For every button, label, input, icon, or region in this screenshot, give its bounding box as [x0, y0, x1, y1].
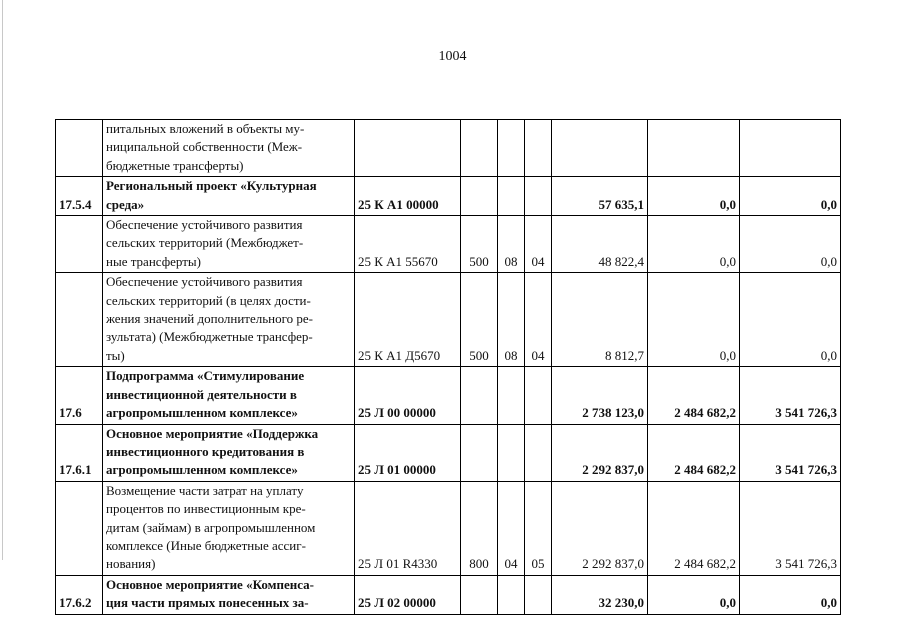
row-name-line: Подпрограмма «Стимулирование — [106, 368, 305, 384]
row-name-line: Основное мероприятие «Поддержка — [106, 425, 319, 441]
amount-year3-cell: 0,0 — [740, 216, 841, 273]
row-name-cell — [103, 273, 355, 367]
row-name-cell — [103, 424, 355, 481]
row-number-cell — [56, 273, 103, 367]
row-number-cell: 17.6 — [56, 367, 103, 424]
amount-year1-cell — [552, 120, 648, 177]
amount-year3-cell: 3 541 726,3 — [740, 367, 841, 424]
table-row — [56, 177, 841, 216]
table-row — [56, 481, 841, 575]
target-article-code-cell: 25 К А1 00000 — [355, 177, 461, 216]
budget-table — [55, 119, 841, 615]
table-body — [56, 120, 841, 615]
expense-type-cell — [461, 424, 498, 481]
amount-year1-cell: 8 812,7 — [552, 273, 648, 367]
amount-year1-cell: 2 738 123,0 — [552, 367, 648, 424]
table-row — [56, 424, 841, 481]
amount-year2-cell: 2 484 682,2 — [648, 424, 740, 481]
row-name-line: Основное мероприятие «Компенса- — [106, 576, 314, 592]
row-name-line: Региональный проект «Культурная — [106, 178, 317, 194]
target-article-code-cell: 25 Л 01 R4330 — [355, 481, 461, 575]
row-name-line: Обеспечение устойчивого развития — [106, 217, 303, 233]
row-name-cell — [103, 120, 355, 177]
row-name-line: сельских территорий (Межбюджет- — [106, 235, 304, 251]
expense-type-cell: 500 — [461, 216, 498, 273]
amount-year1-cell: 48 822,4 — [552, 216, 648, 273]
table-row — [56, 575, 841, 614]
amount-year3-cell: 0,0 — [740, 177, 841, 216]
row-number-cell — [56, 481, 103, 575]
row-name-line: жения значений дополнительного ре- — [106, 311, 313, 327]
expense-type-cell: 800 — [461, 481, 498, 575]
section-cell: 04 — [498, 481, 525, 575]
section-cell: 08 — [498, 216, 525, 273]
target-article-code-cell — [355, 120, 461, 177]
subsection-cell — [525, 424, 552, 481]
row-name-line: Возмещение части затрат на уплату — [106, 482, 304, 498]
amount-year3-cell: 0,0 — [740, 273, 841, 367]
amount-year2-cell: 2 484 682,2 — [648, 481, 740, 575]
section-cell: 08 — [498, 273, 525, 367]
section-cell — [498, 424, 525, 481]
row-name-line: агропромышленном комплексе» — [106, 405, 298, 421]
row-name-line: комплексе (Иные бюджетные ассиг- — [106, 537, 306, 553]
row-name-line: нования) — [106, 556, 156, 572]
table-row — [56, 216, 841, 273]
expense-type-cell — [461, 575, 498, 614]
target-article-code-cell: 25 К А1 55670 — [355, 216, 461, 273]
row-name-line: питальных вложений в объекты му- — [106, 121, 305, 136]
amount-year1-cell: 32 230,0 — [552, 575, 648, 614]
row-name-line: сельских территорий (в целях дости- — [106, 292, 311, 308]
amount-year2-cell: 0,0 — [648, 273, 740, 367]
row-name-line: ция части прямых понесенных за- — [106, 595, 309, 611]
row-name-line: дитам (займам) в агропромышленном — [106, 519, 316, 535]
row-number-cell: 17.5.4 — [56, 177, 103, 216]
row-name-line: инвестиционной деятельности в — [106, 386, 297, 402]
section-cell — [498, 367, 525, 424]
row-name-line: агропромышленном комплексе» — [106, 462, 298, 478]
row-name-cell — [103, 575, 355, 614]
subsection-cell — [525, 177, 552, 216]
row-name-line: Обеспечение устойчивого развития — [106, 274, 303, 290]
row-name-line: бюджетные трансферты) — [106, 157, 244, 173]
target-article-code-cell: 25 Л 00 00000 — [355, 367, 461, 424]
amount-year3-cell: 3 541 726,3 — [740, 481, 841, 575]
row-name-line: зультата) (Межбюджетные трансфер- — [106, 329, 313, 345]
expense-type-cell: 500 — [461, 273, 498, 367]
table-row — [56, 367, 841, 424]
amount-year2-cell: 0,0 — [648, 216, 740, 273]
amount-year3-cell: 0,0 — [740, 575, 841, 614]
amount-year2-cell: 0,0 — [648, 575, 740, 614]
row-number-cell — [56, 120, 103, 177]
row-number-cell: 17.6.2 — [56, 575, 103, 614]
subsection-cell: 04 — [525, 273, 552, 367]
target-article-code-cell: 25 Л 01 00000 — [355, 424, 461, 481]
table-row — [56, 120, 841, 177]
subsection-cell — [525, 120, 552, 177]
row-number-cell — [56, 216, 103, 273]
amount-year2-cell: 0,0 — [648, 177, 740, 216]
section-cell — [498, 575, 525, 614]
section-cell — [498, 120, 525, 177]
amount-year2-cell — [648, 120, 740, 177]
row-name-cell — [103, 481, 355, 575]
subsection-cell: 04 — [525, 216, 552, 273]
amount-year1-cell: 2 292 837,0 — [552, 424, 648, 481]
amount-year3-cell — [740, 120, 841, 177]
row-number-cell: 17.6.1 — [56, 424, 103, 481]
scan-left-edge — [2, 0, 3, 560]
row-name-line: процентов по инвестиционным кре- — [106, 501, 306, 517]
amount-year3-cell: 3 541 726,3 — [740, 424, 841, 481]
row-name-cell — [103, 177, 355, 216]
amount-year1-cell: 57 635,1 — [552, 177, 648, 216]
amount-year2-cell: 2 484 682,2 — [648, 367, 740, 424]
subsection-cell — [525, 575, 552, 614]
subsection-cell — [525, 367, 552, 424]
section-cell — [498, 177, 525, 216]
row-name-line: инвестиционного кредитования в — [106, 443, 305, 459]
subsection-cell: 05 — [525, 481, 552, 575]
amount-year1-cell: 2 292 837,0 — [552, 481, 648, 575]
expense-type-cell — [461, 177, 498, 216]
target-article-code-cell: 25 Л 02 00000 — [355, 575, 461, 614]
row-name-line: ниципальной собственности (Меж- — [106, 139, 303, 155]
expense-type-cell — [461, 120, 498, 177]
target-article-code-cell: 25 К А1 Д5670 — [355, 273, 461, 367]
row-name-line: ные трансферты) — [106, 253, 201, 269]
row-name-cell — [103, 367, 355, 424]
table-row — [56, 273, 841, 367]
page-number: 1004 — [438, 49, 467, 64]
expense-type-cell — [461, 367, 498, 424]
row-name-line: ты) — [106, 347, 125, 363]
row-name-cell — [103, 216, 355, 273]
row-name-line: среда» — [106, 196, 145, 212]
